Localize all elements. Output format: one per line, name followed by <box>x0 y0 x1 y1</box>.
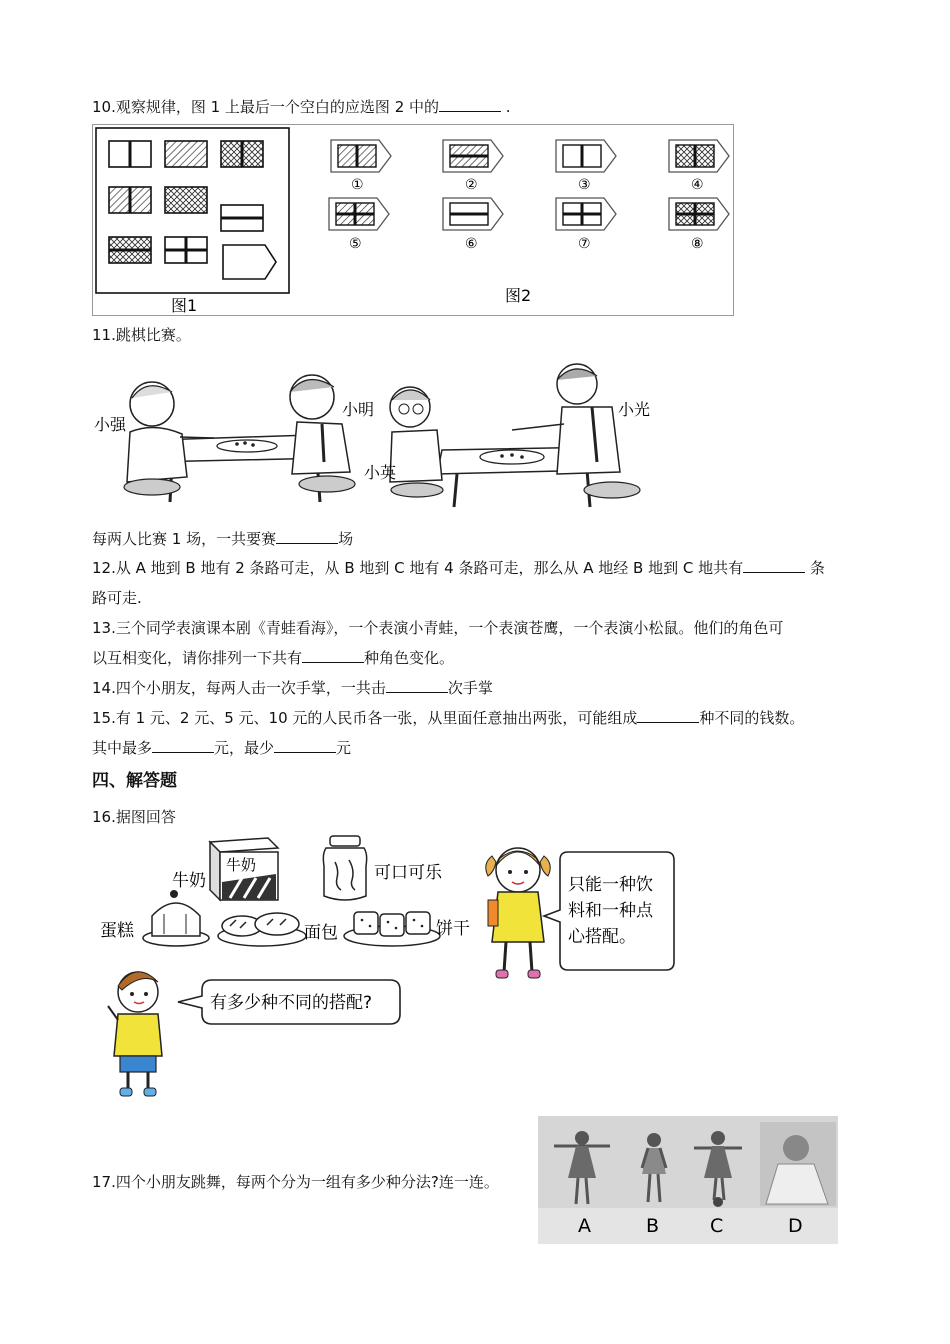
dancer-label: A <box>578 1215 591 1237</box>
answer-blank[interactable] <box>637 708 699 723</box>
option-number: ⑤ <box>349 236 362 252</box>
q16-illustration <box>92 830 692 1102</box>
fig2-option-1 <box>331 140 391 172</box>
checkers-illustration <box>92 362 672 512</box>
cake-icon <box>143 890 209 946</box>
answer-blank[interactable] <box>743 558 805 573</box>
item-label: 面包 <box>304 923 338 943</box>
name-label: 小光 <box>618 400 651 419</box>
answer-blank[interactable] <box>302 648 364 663</box>
option-number: ④ <box>691 177 704 193</box>
q15-line2: 其中最多 元，最少 元 <box>92 739 352 757</box>
fig2-option-3 <box>556 140 616 172</box>
fig1-cell <box>165 141 207 167</box>
boy-icon <box>108 972 162 1096</box>
q17-question: 17.四个小朋友跳舞，每两个分为一组有多少种分法?连一连。 <box>92 1173 499 1191</box>
speech-text: 心搭配。 <box>568 927 636 947</box>
dancer-label: B <box>646 1215 660 1237</box>
fig2-option-2 <box>443 140 503 172</box>
option-number: ⑦ <box>578 236 591 252</box>
pattern-figure <box>93 125 733 315</box>
option-number: ③ <box>578 177 591 193</box>
biscuit-icon <box>344 912 440 946</box>
fig2-option-8 <box>669 198 729 230</box>
speech-text: 只能一种饮 <box>568 875 653 895</box>
q10-figure <box>92 124 734 316</box>
svg-text:牛奶: 牛奶 <box>226 856 257 874</box>
item-label: 饼干 <box>436 919 470 939</box>
name-label: 小明 <box>342 400 375 419</box>
dancers-image <box>538 1116 838 1244</box>
answer-blank[interactable] <box>274 738 336 753</box>
fig1-caption: 图1 <box>171 296 198 315</box>
option-number: ⑥ <box>465 236 478 252</box>
dancer-label: C <box>710 1215 724 1237</box>
item-label: 蛋糕 <box>100 921 134 941</box>
name-label: 小英 <box>364 463 397 482</box>
food-matching-illustration <box>92 830 692 1102</box>
q16-title: 16.据图回答 <box>92 808 176 826</box>
dancer-label: D <box>788 1215 803 1237</box>
fig1-cell <box>165 187 207 213</box>
option-number: ⑧ <box>691 236 704 252</box>
fig2-option-5 <box>329 198 389 230</box>
dancers-photo <box>538 1116 838 1244</box>
fig2-option-7 <box>556 198 616 230</box>
milk-carton-icon <box>210 838 278 900</box>
name-label: 小强 <box>94 415 127 434</box>
section-heading: 四、解答题 <box>92 771 177 791</box>
q11-title: 11.跳棋比赛。 <box>92 326 191 344</box>
q12-line2: 路可走. <box>92 589 142 607</box>
q13-line2: 以互相变化，请你排列一下共有 种角色变化。 <box>92 649 455 667</box>
q13-line1: 13.三个同学表演课本剧《青蛙看海》，一个表演小青蛙，一个表演苍鹰，一个表演小松鼠。他们的角色可 <box>92 619 784 637</box>
fig1-empty-slot <box>223 245 276 279</box>
dancer-d <box>760 1122 836 1206</box>
fig2-option-4 <box>669 140 729 172</box>
cola-bottle-icon <box>323 836 366 900</box>
item-label: 可口可乐 <box>374 863 442 883</box>
answer-blank[interactable] <box>386 678 448 693</box>
q10-question: 10.观察规律，图 1 上最后一个空白的应选图 2 中的 . <box>92 98 511 116</box>
answer-blank[interactable] <box>439 97 501 112</box>
speech-text: 有多少种不同的搭配? <box>210 993 373 1013</box>
q12-line1: 12.从 A 地到 B 地有 2 条路可走，从 B 地到 C 地有 4 条路可走，那么从 A 地经 B 地到 C 地共有 条 <box>92 559 825 577</box>
speech-text: 料和一种点 <box>568 901 653 921</box>
option-number: ② <box>465 177 478 193</box>
girl-icon <box>486 848 551 978</box>
answer-blank[interactable] <box>276 529 338 544</box>
answer-blank[interactable] <box>152 738 214 753</box>
q14-question: 14.四个小朋友，每两人击一次手掌，一共击 次手掌 <box>92 679 493 697</box>
bread-icon <box>218 913 306 946</box>
q15-line1: 15.有 1 元、2 元、5 元、10 元的人民币各一张，从里面任意抽出两张，可能组成 种不同的钱数。 <box>92 709 805 727</box>
q11-illustration <box>92 362 672 512</box>
option-number: ① <box>351 177 364 193</box>
fig2-caption: 图2 <box>505 286 532 305</box>
q11-question: 每两人比赛 1 场，一共要赛 场 <box>92 530 354 548</box>
fig2-option-6 <box>443 198 503 230</box>
item-label: 牛奶 <box>172 871 206 891</box>
